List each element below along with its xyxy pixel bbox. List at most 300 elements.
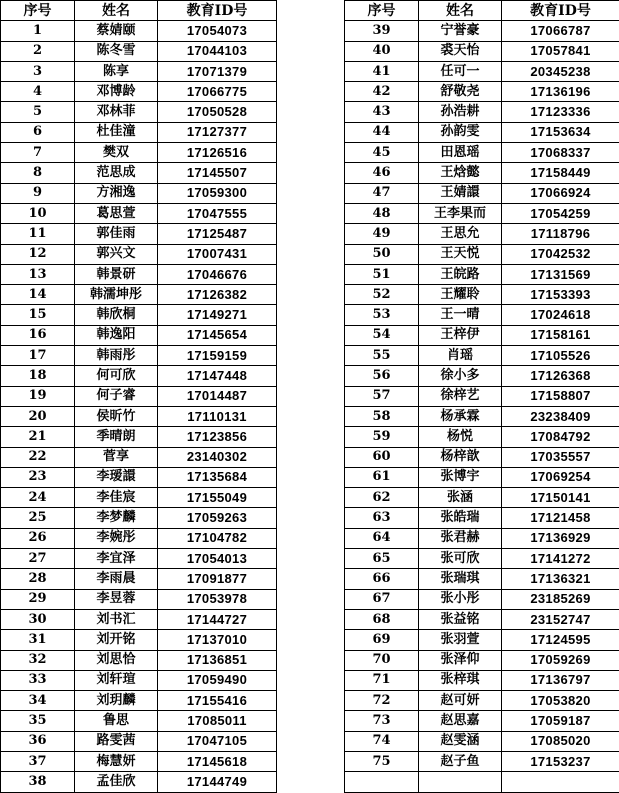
row-id: 17053978 (158, 589, 277, 609)
row-seq: 60 (345, 447, 419, 467)
row-seq: 5 (1, 102, 75, 122)
table-row (345, 427, 619, 447)
table-row (345, 224, 619, 244)
row-name: 孙韵雯 (419, 122, 502, 142)
row-id: 17147448 (158, 366, 277, 386)
row-seq: 16 (1, 325, 75, 345)
row-name: 张梓琪 (419, 670, 502, 690)
row-id: 17145654 (158, 325, 277, 345)
row-seq: 74 (345, 731, 419, 751)
row-seq: 19 (1, 386, 75, 406)
row-name: 刘开铭 (75, 630, 158, 650)
row-id: 17118796 (502, 224, 619, 244)
row-name (419, 772, 502, 792)
table-row (1, 82, 277, 102)
row-name: 王思允 (419, 224, 502, 244)
row-id: 17035557 (502, 447, 619, 467)
row-seq: 71 (345, 670, 419, 690)
row-id: 17135684 (158, 467, 277, 487)
row-name: 肖瑶 (419, 346, 502, 366)
row-name: 裘天怡 (419, 41, 502, 61)
row-seq: 1 (1, 21, 75, 41)
row-id: 17091877 (158, 569, 277, 589)
row-seq: 30 (1, 609, 75, 629)
row-id: 17126382 (158, 285, 277, 305)
row-id: 17136196 (502, 82, 619, 102)
table-row (1, 366, 277, 386)
table-row (345, 569, 619, 589)
header-seq: 序号 (1, 1, 75, 21)
table-row (345, 346, 619, 366)
row-name: 张可欣 (419, 549, 502, 569)
table-row (345, 630, 619, 650)
row-id: 23152747 (502, 609, 619, 629)
row-seq: 27 (1, 549, 75, 569)
row-name: 王耀聆 (419, 285, 502, 305)
row-seq: 34 (1, 691, 75, 711)
row-id: 17145618 (158, 751, 277, 771)
table-row (1, 691, 277, 711)
table-row (1, 447, 277, 467)
row-name: 蔡婧颐 (75, 21, 158, 41)
row-name: 范思成 (75, 163, 158, 183)
row-name: 赵思嘉 (419, 711, 502, 731)
table-row (1, 244, 277, 264)
row-seq: 13 (1, 264, 75, 284)
row-id: 17066924 (502, 183, 619, 203)
table-row (345, 122, 619, 142)
row-id: 17059490 (158, 670, 277, 690)
row-seq: 63 (345, 508, 419, 528)
row-id: 17121458 (502, 508, 619, 528)
row-name: 赵子鱼 (419, 751, 502, 771)
table-row (345, 82, 619, 102)
row-name: 杜佳潼 (75, 122, 158, 142)
row-name: 孙浩耕 (419, 102, 502, 122)
row-id: 17158449 (502, 163, 619, 183)
row-name: 张皓瑞 (419, 508, 502, 528)
row-name: 刘玥麟 (75, 691, 158, 711)
table-row (1, 711, 277, 731)
row-name: 李佳宸 (75, 488, 158, 508)
row-seq: 57 (345, 386, 419, 406)
row-id: 17050528 (158, 102, 277, 122)
table-row (345, 285, 619, 305)
row-seq: 36 (1, 731, 75, 751)
row-seq: 65 (345, 549, 419, 569)
row-id: 17153634 (502, 122, 619, 142)
row-seq: 18 (1, 366, 75, 386)
row-seq: 29 (1, 589, 75, 609)
roster-table-right (344, 0, 619, 793)
table-row (345, 264, 619, 284)
row-id (502, 772, 619, 792)
row-name: 韩雨彤 (75, 346, 158, 366)
row-id: 17044103 (158, 41, 277, 61)
table-row (345, 772, 619, 792)
row-seq: 33 (1, 670, 75, 690)
row-id: 17105526 (502, 346, 619, 366)
row-id: 17054013 (158, 549, 277, 569)
row-name: 李瑷譞 (75, 467, 158, 487)
row-name: 邓博龄 (75, 82, 158, 102)
table-row (1, 731, 277, 751)
row-name: 韩欣桐 (75, 305, 158, 325)
row-name: 徐梓艺 (419, 386, 502, 406)
table-row (345, 41, 619, 61)
row-name: 徐小多 (419, 366, 502, 386)
table-row (345, 670, 619, 690)
row-id: 17059300 (158, 183, 277, 203)
row-seq: 43 (345, 102, 419, 122)
row-seq: 35 (1, 711, 75, 731)
row-name: 韩濡坤彤 (75, 285, 158, 305)
row-seq: 45 (345, 143, 419, 163)
table-row (1, 427, 277, 447)
row-id: 17155416 (158, 691, 277, 711)
table-row (345, 21, 619, 41)
row-name: 张涵 (419, 488, 502, 508)
row-id: 17084792 (502, 427, 619, 447)
row-id: 17155049 (158, 488, 277, 508)
row-seq: 4 (1, 82, 75, 102)
table-row (345, 711, 619, 731)
table-row (345, 102, 619, 122)
table-row (1, 224, 277, 244)
table-row (1, 21, 277, 41)
row-name: 张博宇 (419, 467, 502, 487)
row-name: 宁誉豪 (419, 21, 502, 41)
row-id: 17144727 (158, 609, 277, 629)
row-id: 23238409 (502, 406, 619, 426)
row-seq: 64 (345, 528, 419, 548)
row-id: 17126516 (158, 143, 277, 163)
row-seq: 14 (1, 285, 75, 305)
row-seq: 24 (1, 488, 75, 508)
row-name: 张泽仰 (419, 650, 502, 670)
row-name: 张羽萱 (419, 630, 502, 650)
row-name: 郭佳雨 (75, 224, 158, 244)
table-row (1, 102, 277, 122)
row-name: 赵雯涵 (419, 731, 502, 751)
row-id: 17059263 (158, 508, 277, 528)
row-name: 张君赫 (419, 528, 502, 548)
row-name: 路雯茜 (75, 731, 158, 751)
row-seq: 52 (345, 285, 419, 305)
table-row (345, 589, 619, 609)
row-id: 17047555 (158, 203, 277, 223)
row-seq: 39 (345, 21, 419, 41)
row-name: 李昱蓉 (75, 589, 158, 609)
row-id: 17066787 (502, 21, 619, 41)
row-seq (345, 772, 419, 792)
table-row (1, 772, 277, 792)
table-row (1, 386, 277, 406)
row-name: 孟佳欣 (75, 772, 158, 792)
table-row (1, 305, 277, 325)
table-row (345, 386, 619, 406)
table-row (1, 406, 277, 426)
row-id: 17053820 (502, 691, 619, 711)
row-name: 王婧譞 (419, 183, 502, 203)
row-id: 23140302 (158, 447, 277, 467)
row-seq: 50 (345, 244, 419, 264)
row-name: 方湘逸 (75, 183, 158, 203)
row-seq: 59 (345, 427, 419, 447)
row-id: 17054073 (158, 21, 277, 41)
row-seq: 8 (1, 163, 75, 183)
table-row (1, 264, 277, 284)
row-name: 刘思恰 (75, 650, 158, 670)
row-name: 侯昕竹 (75, 406, 158, 426)
row-seq: 37 (1, 751, 75, 771)
row-id: 17144749 (158, 772, 277, 792)
table-row (345, 447, 619, 467)
header-name: 姓名 (75, 1, 158, 21)
row-seq: 75 (345, 751, 419, 771)
row-name: 杨承霖 (419, 406, 502, 426)
table-row (345, 467, 619, 487)
table-row (1, 346, 277, 366)
row-id: 17137010 (158, 630, 277, 650)
row-seq: 20 (1, 406, 75, 426)
row-name: 李宜泽 (75, 549, 158, 569)
row-name: 陈冬雪 (75, 41, 158, 61)
row-id: 17110131 (158, 406, 277, 426)
header-seq: 序号 (345, 1, 419, 21)
row-id: 17057841 (502, 41, 619, 61)
row-id: 17136797 (502, 670, 619, 690)
table-row (1, 203, 277, 223)
row-seq: 21 (1, 427, 75, 447)
row-seq: 7 (1, 143, 75, 163)
table-row (345, 163, 619, 183)
row-name: 张益铭 (419, 609, 502, 629)
row-seq: 22 (1, 447, 75, 467)
row-name: 田恩瑶 (419, 143, 502, 163)
table-row (345, 406, 619, 426)
table-row (345, 244, 619, 264)
row-id: 17136321 (502, 569, 619, 589)
row-name: 陈享 (75, 61, 158, 81)
table-row (345, 751, 619, 771)
row-id: 17047105 (158, 731, 277, 751)
table-row (1, 467, 277, 487)
row-name: 邓林菲 (75, 102, 158, 122)
row-seq: 55 (345, 346, 419, 366)
row-seq: 11 (1, 224, 75, 244)
row-seq: 31 (1, 630, 75, 650)
row-id: 20345238 (502, 61, 619, 81)
row-seq: 9 (1, 183, 75, 203)
roster-table-left (0, 0, 277, 793)
row-seq: 70 (345, 650, 419, 670)
table-row (1, 122, 277, 142)
row-seq: 72 (345, 691, 419, 711)
row-name: 王焓懿 (419, 163, 502, 183)
table-row (345, 508, 619, 528)
row-id: 17066775 (158, 82, 277, 102)
row-id: 17158161 (502, 325, 619, 345)
row-id: 17126368 (502, 366, 619, 386)
row-seq: 68 (345, 609, 419, 629)
row-id: 17127377 (158, 122, 277, 142)
table-row (1, 569, 277, 589)
row-name: 季晴朗 (75, 427, 158, 447)
table-row (1, 589, 277, 609)
row-seq: 47 (345, 183, 419, 203)
row-seq: 26 (1, 528, 75, 548)
table-row (1, 163, 277, 183)
table-row (1, 630, 277, 650)
row-seq: 28 (1, 569, 75, 589)
row-id: 17068337 (502, 143, 619, 163)
table-row (345, 731, 619, 751)
header-id: 教育ID号 (502, 1, 619, 21)
row-name: 李雨晨 (75, 569, 158, 589)
table-row (345, 549, 619, 569)
row-name: 韩逸阳 (75, 325, 158, 345)
row-name: 韩景研 (75, 264, 158, 284)
table-row (1, 751, 277, 771)
row-seq: 69 (345, 630, 419, 650)
row-seq: 40 (345, 41, 419, 61)
row-id: 17054259 (502, 203, 619, 223)
row-id: 17145507 (158, 163, 277, 183)
row-name: 鲁思 (75, 711, 158, 731)
row-id: 17042532 (502, 244, 619, 264)
row-name: 何子睿 (75, 386, 158, 406)
table-row (345, 143, 619, 163)
table-row (345, 305, 619, 325)
table-row (1, 325, 277, 345)
table-row (1, 609, 277, 629)
row-seq: 10 (1, 203, 75, 223)
row-id: 17085020 (502, 731, 619, 751)
row-id: 17071379 (158, 61, 277, 81)
table-row (1, 488, 277, 508)
row-name: 郭兴文 (75, 244, 158, 264)
table-row (345, 183, 619, 203)
row-seq: 17 (1, 346, 75, 366)
row-seq: 38 (1, 772, 75, 792)
row-id: 17149271 (158, 305, 277, 325)
table-row (1, 528, 277, 548)
row-name: 王一晴 (419, 305, 502, 325)
table-row (345, 203, 619, 223)
row-id: 17123336 (502, 102, 619, 122)
row-name: 菅享 (75, 447, 158, 467)
row-seq: 48 (345, 203, 419, 223)
row-name: 刘书汇 (75, 609, 158, 629)
row-id: 17125487 (158, 224, 277, 244)
row-name: 杨悦 (419, 427, 502, 447)
row-seq: 73 (345, 711, 419, 731)
table-row (1, 650, 277, 670)
row-seq: 3 (1, 61, 75, 81)
table-row (1, 183, 277, 203)
row-seq: 49 (345, 224, 419, 244)
row-id: 17159159 (158, 346, 277, 366)
row-name: 王梓伊 (419, 325, 502, 345)
table-row (345, 528, 619, 548)
row-id: 17059269 (502, 650, 619, 670)
row-name: 李婉彤 (75, 528, 158, 548)
row-name: 刘轩瑄 (75, 670, 158, 690)
row-name: 舒敬尧 (419, 82, 502, 102)
row-name: 张瑞琪 (419, 569, 502, 589)
header-name: 姓名 (419, 1, 502, 21)
header-row (1, 1, 277, 21)
row-seq: 61 (345, 467, 419, 487)
row-id: 17104782 (158, 528, 277, 548)
row-name: 樊双 (75, 143, 158, 163)
row-name: 李梦麟 (75, 508, 158, 528)
table-row (1, 508, 277, 528)
table-row (1, 41, 277, 61)
row-id: 17158807 (502, 386, 619, 406)
table-row (345, 650, 619, 670)
row-id: 17153393 (502, 285, 619, 305)
row-id: 17059187 (502, 711, 619, 731)
row-seq: 2 (1, 41, 75, 61)
table-row (345, 609, 619, 629)
row-id: 17141272 (502, 549, 619, 569)
row-seq: 67 (345, 589, 419, 609)
header-row (345, 1, 619, 21)
row-id: 17007431 (158, 244, 277, 264)
row-id: 17124595 (502, 630, 619, 650)
table-row (1, 285, 277, 305)
row-seq: 44 (345, 122, 419, 142)
row-id: 17131569 (502, 264, 619, 284)
row-seq: 66 (345, 569, 419, 589)
row-name: 王天悦 (419, 244, 502, 264)
row-seq: 23 (1, 467, 75, 487)
row-seq: 51 (345, 264, 419, 284)
row-name: 张小彤 (419, 589, 502, 609)
row-seq: 53 (345, 305, 419, 325)
row-name: 杨梓歆 (419, 447, 502, 467)
row-id: 17046676 (158, 264, 277, 284)
row-name: 任可一 (419, 61, 502, 81)
row-name: 葛思萱 (75, 203, 158, 223)
table-row (1, 143, 277, 163)
table-row (1, 549, 277, 569)
row-id: 17024618 (502, 305, 619, 325)
row-id: 17069254 (502, 467, 619, 487)
row-seq: 62 (345, 488, 419, 508)
row-id: 17085011 (158, 711, 277, 731)
row-seq: 41 (345, 61, 419, 81)
row-id: 23185269 (502, 589, 619, 609)
row-seq: 15 (1, 305, 75, 325)
row-seq: 12 (1, 244, 75, 264)
row-seq: 46 (345, 163, 419, 183)
row-id: 17153237 (502, 751, 619, 771)
row-id: 17150141 (502, 488, 619, 508)
row-id: 17014487 (158, 386, 277, 406)
table-row (345, 366, 619, 386)
row-seq: 58 (345, 406, 419, 426)
table-row (1, 61, 277, 81)
table-row (345, 61, 619, 81)
row-id: 17136929 (502, 528, 619, 548)
table-row (345, 691, 619, 711)
table-row (345, 488, 619, 508)
row-name: 梅慧妍 (75, 751, 158, 771)
row-name: 赵可妍 (419, 691, 502, 711)
